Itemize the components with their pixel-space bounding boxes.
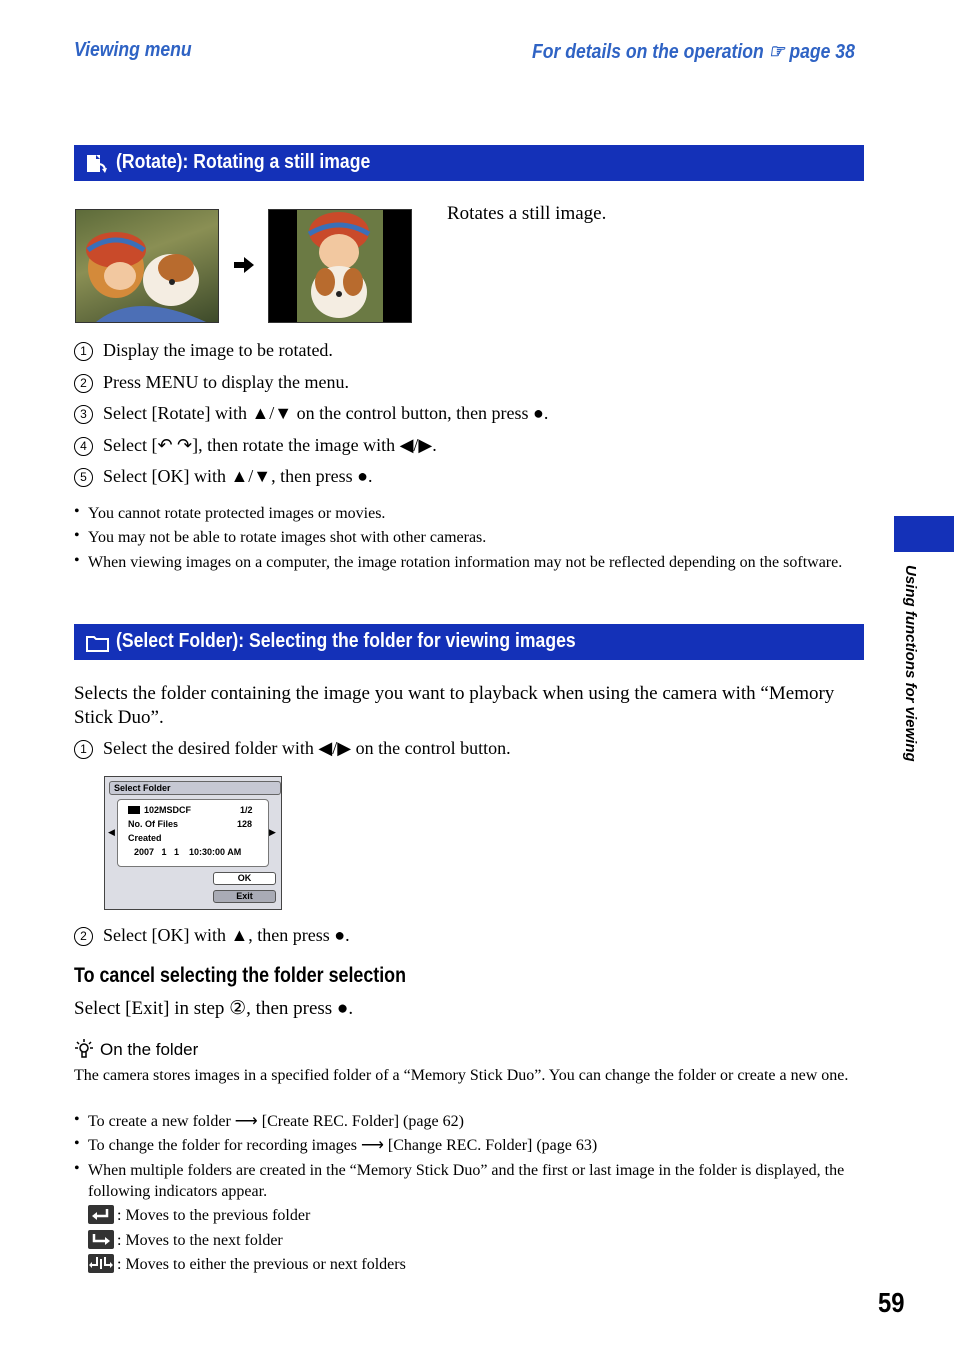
files-label: No. Of Files (128, 819, 179, 829)
rotate-section-title: (Rotate): Rotating a still image (116, 151, 371, 173)
tip-title: On the folder (100, 1040, 199, 1059)
tip-bullet-3: • When multiple folders are created in the “Memory Stick Duo” and the first or last image in the folder is displayed, the following indicators appear. (74, 1160, 845, 1200)
page-number: 59 (878, 1287, 905, 1318)
tip-bullet-1: • To create a new folder ⟶ [Create REC. Folder] (page 62) (74, 1111, 464, 1130)
chapter-tab-marker (894, 516, 954, 552)
folder-page: 1/2 (240, 805, 253, 815)
created-value: 2007 1 1 10:30:00 AM (134, 847, 242, 857)
rotate-section-bar (74, 145, 864, 181)
select-folder-screen (104, 776, 282, 910)
rotate-note-1: • You cannot rotate protected images or movies. (74, 503, 386, 522)
select-folder-section-bar (74, 624, 864, 660)
screen-title: Select Folder (109, 781, 281, 795)
screen-right-arrow-icon[interactable]: ▶ (269, 827, 276, 837)
next-folder-icon (88, 1230, 114, 1249)
rotate-note-2: • You may not be able to rotate images shot with other cameras. (74, 527, 487, 546)
rotate-step-1: 1 Display the image to be rotated. (74, 340, 333, 361)
rotate-step-5: 5 Select [OK] with ▲/▼, then press ●. (74, 466, 372, 487)
folder-name: 102MSDCF (144, 805, 192, 815)
original-photo (75, 209, 219, 323)
rotate-step-4: 4 Select [↶ ↷], then rotate the image with ◀/▶. (74, 435, 437, 456)
created-label: Created (128, 833, 162, 843)
header-page-reference: For details on the operation ☞ page 38 (532, 41, 855, 63)
select-folder-section-title: (Select Folder): Selecting the folder for viewing images (116, 630, 576, 652)
rotate-note-3: • When viewing images on a computer, the image rotation information may not be reflected depending on the software. (74, 552, 843, 571)
rotate-icon (86, 154, 108, 179)
rotate-step-2: 2 Press MENU to display the menu. (74, 372, 349, 393)
rotated-photo (268, 209, 412, 323)
screen-ok-button[interactable]: OK (213, 872, 276, 885)
rotate-step-3: 3 Select [Rotate] with ▲/▼ on the control button, then press ●. (74, 403, 548, 424)
folder-info-panel (117, 799, 269, 867)
select-folder-intro: Selects the folder containing the image you want to playback when using the camera with “Memory Stick Duo”. (74, 683, 835, 728)
indicator-both: : Moves to either the previous or next folders (88, 1254, 406, 1274)
folder-step-2: 2 Select [OK] with ▲, then press ●. (74, 925, 350, 946)
tip-text: The camera stores images in a specified folder of a “Memory Stick Duo”. You can change the folder or create a new one. (74, 1067, 849, 1084)
chapter-side-label: Using functions for viewing (902, 565, 919, 762)
previous-next-folder-icon (88, 1254, 114, 1273)
folder-step-1: 1 Select the desired folder with ◀/▶ on the control button. (74, 738, 511, 759)
folder-icon (86, 634, 110, 657)
previous-folder-icon (88, 1205, 114, 1224)
rotate-description: Rotates a still image. (447, 203, 607, 224)
folder-mini-icon (128, 806, 140, 814)
indicator-next: : Moves to the next folder (88, 1230, 283, 1250)
header-section-title: Viewing menu (74, 39, 192, 61)
screen-exit-button[interactable]: Exit (213, 890, 276, 903)
screen-left-arrow-icon[interactable]: ◀ (108, 827, 115, 837)
tip-lightbulb-icon (74, 1038, 94, 1065)
arrow-right-icon (233, 256, 255, 279)
files-value: 128 (237, 819, 253, 829)
cancel-instruction: Select [Exit] in step ②, then press ●. (74, 998, 354, 1019)
indicator-previous: : Moves to the previous folder (88, 1205, 310, 1225)
tip-bullet-2: • To change the folder for recording images ⟶ [Change REC. Folder] (page 63) (74, 1135, 598, 1154)
cancel-subheading: To cancel selecting the folder selection (74, 964, 406, 987)
